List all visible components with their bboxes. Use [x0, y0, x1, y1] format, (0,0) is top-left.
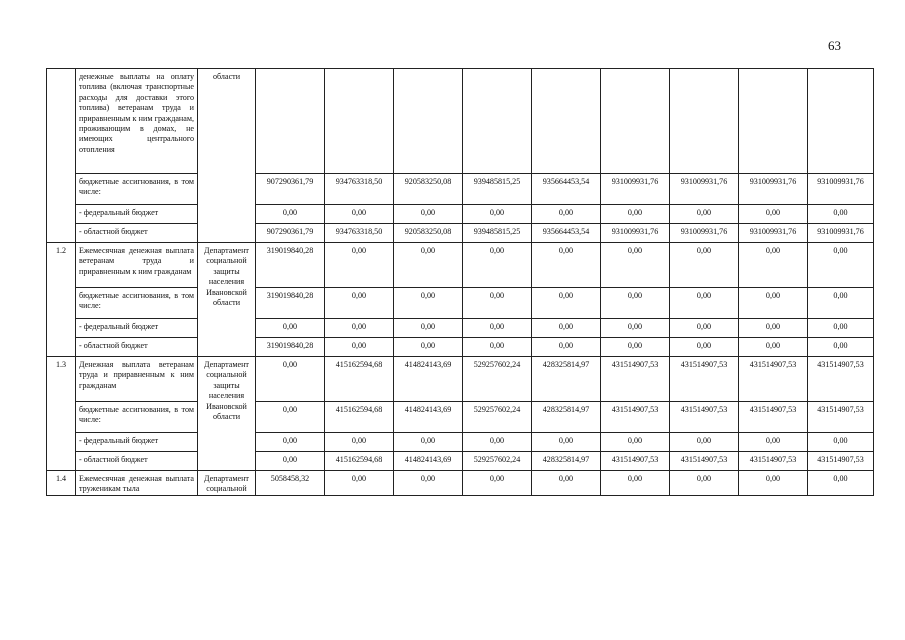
value-cell: 415162594,68 — [325, 357, 394, 402]
value-cell: 428325814,97 — [532, 357, 601, 402]
value-cell: 431514907,53 — [808, 452, 874, 471]
value-cell: 0,00 — [808, 205, 874, 224]
budget-line-label: - федеральный бюджет — [76, 433, 198, 452]
value-cell: 0,00 — [463, 338, 532, 357]
value-cell: 428325814,97 — [532, 402, 601, 433]
value-cell: 935664453,54 — [532, 174, 601, 205]
budget-table — [46, 68, 874, 496]
value-cell: 529257602,24 — [463, 452, 532, 471]
value-cell: 0,00 — [325, 338, 394, 357]
value-cell — [463, 69, 532, 174]
value-cell: 0,00 — [739, 319, 808, 338]
value-cell: 0,00 — [601, 243, 670, 288]
value-cell — [808, 69, 874, 174]
value-cell: 431514907,53 — [601, 402, 670, 433]
table-row — [47, 338, 874, 357]
table-row — [47, 471, 874, 496]
value-cell: 0,00 — [325, 319, 394, 338]
budget-line-label: - федеральный бюджет — [76, 319, 198, 338]
value-cell: 931009931,76 — [808, 224, 874, 243]
executor-cell: Департамент социальной защиты населения Ивановской области — [198, 357, 256, 471]
table-row — [47, 69, 874, 174]
value-cell — [532, 69, 601, 174]
value-cell: 0,00 — [256, 319, 325, 338]
page-number: 63 — [828, 38, 841, 53]
value-cell: 319019840,28 — [256, 338, 325, 357]
value-cell: 0,00 — [394, 319, 463, 338]
value-cell: 0,00 — [670, 338, 739, 357]
value-cell: 431514907,53 — [808, 402, 874, 433]
budget-line-label: бюджетные ассигнования, в том числе: — [76, 174, 198, 205]
value-cell: 931009931,76 — [808, 174, 874, 205]
value-cell: 0,00 — [808, 319, 874, 338]
value-cell: 414824143,69 — [394, 402, 463, 433]
budget-line-label: бюджетные ассигнования, в том числе: — [76, 288, 198, 319]
value-cell: 0,00 — [463, 205, 532, 224]
value-cell: 0,00 — [601, 338, 670, 357]
measure-name: Ежемесячная денежная выплата ветеранам труда и приравненным к ним гражданам — [76, 243, 198, 288]
value-cell: 0,00 — [739, 205, 808, 224]
value-cell: 414824143,69 — [394, 357, 463, 402]
value-cell: 0,00 — [532, 205, 601, 224]
value-cell: 934763318,50 — [325, 174, 394, 205]
value-cell: 0,00 — [394, 471, 463, 496]
value-cell: 0,00 — [463, 471, 532, 496]
table-row — [47, 205, 874, 224]
value-cell: 931009931,76 — [670, 174, 739, 205]
value-cell: 0,00 — [532, 471, 601, 496]
value-cell: 319019840,28 — [256, 243, 325, 288]
value-cell — [394, 69, 463, 174]
value-cell: 0,00 — [394, 288, 463, 319]
value-cell: 0,00 — [739, 288, 808, 319]
value-cell: 0,00 — [808, 288, 874, 319]
value-cell: 0,00 — [670, 319, 739, 338]
value-cell: 431514907,53 — [739, 452, 808, 471]
value-cell: 931009931,76 — [739, 224, 808, 243]
value-cell — [739, 69, 808, 174]
value-cell: 0,00 — [325, 471, 394, 496]
value-cell: 0,00 — [394, 433, 463, 452]
value-cell: 0,00 — [532, 319, 601, 338]
value-cell: 931009931,76 — [601, 224, 670, 243]
value-cell: 939485815,25 — [463, 174, 532, 205]
budget-line-label: бюджетные ассигнования, в том числе: — [76, 402, 198, 433]
value-cell: 920583250,08 — [394, 174, 463, 205]
measure-description: денежные выплаты на оплату топлива (включая транспортные расходы для доставки этого топлива) ветеранам труда и приравненным к ним гражданам, проживающим в домах, не имеющих центрального отопления — [76, 69, 198, 174]
value-cell: 0,00 — [256, 433, 325, 452]
value-cell: 0,00 — [601, 433, 670, 452]
value-cell: 0,00 — [325, 433, 394, 452]
value-cell: 0,00 — [739, 433, 808, 452]
value-cell: 431514907,53 — [601, 452, 670, 471]
value-cell: 0,00 — [670, 243, 739, 288]
executor-cell: Департамент социальной — [198, 471, 256, 496]
value-cell: 0,00 — [670, 471, 739, 496]
table-row — [47, 288, 874, 319]
value-cell: 0,00 — [256, 357, 325, 402]
table-row — [47, 174, 874, 205]
measure-name: Денежная выплата ветеранам труда и приравненным к ним гражданам — [76, 357, 198, 402]
value-cell: 0,00 — [532, 288, 601, 319]
table-row — [47, 243, 874, 288]
value-cell: 0,00 — [601, 471, 670, 496]
value-cell: 0,00 — [532, 433, 601, 452]
index-cell: 1.3 — [47, 357, 76, 471]
index-cell — [47, 69, 76, 243]
value-cell: 431514907,53 — [808, 357, 874, 402]
value-cell — [670, 69, 739, 174]
value-cell: 529257602,24 — [463, 402, 532, 433]
value-cell: 0,00 — [325, 205, 394, 224]
value-cell: 415162594,68 — [325, 402, 394, 433]
table-row — [47, 402, 874, 433]
value-cell: 431514907,53 — [670, 452, 739, 471]
index-cell: 1.2 — [47, 243, 76, 357]
value-cell: 431514907,53 — [739, 357, 808, 402]
executor-cell: Департамент социальной защиты населения Ивановской области — [198, 243, 256, 357]
value-cell: 0,00 — [532, 338, 601, 357]
value-cell: 0,00 — [532, 243, 601, 288]
budget-line-label: - федеральный бюджет — [76, 205, 198, 224]
value-cell: 5058458,32 — [256, 471, 325, 496]
value-cell — [601, 69, 670, 174]
value-cell: 431514907,53 — [601, 357, 670, 402]
value-cell: 0,00 — [463, 319, 532, 338]
value-cell: 0,00 — [325, 288, 394, 319]
table-row — [47, 357, 874, 402]
value-cell: 931009931,76 — [739, 174, 808, 205]
value-cell: 934763318,50 — [325, 224, 394, 243]
value-cell: 0,00 — [601, 288, 670, 319]
value-cell: 319019840,28 — [256, 288, 325, 319]
executor-cell: области — [198, 69, 256, 243]
budget-line-label: - областной бюджет — [76, 338, 198, 357]
value-cell: 0,00 — [394, 243, 463, 288]
value-cell: 0,00 — [601, 205, 670, 224]
value-cell: 0,00 — [256, 205, 325, 224]
value-cell: 0,00 — [256, 452, 325, 471]
value-cell: 0,00 — [670, 433, 739, 452]
value-cell: 0,00 — [325, 243, 394, 288]
value-cell: 0,00 — [808, 471, 874, 496]
value-cell: 0,00 — [808, 243, 874, 288]
value-cell: 0,00 — [601, 319, 670, 338]
value-cell: 431514907,53 — [670, 357, 739, 402]
value-cell: 935664453,54 — [532, 224, 601, 243]
value-cell: 0,00 — [739, 338, 808, 357]
table-row — [47, 452, 874, 471]
table-row — [47, 433, 874, 452]
value-cell: 907290361,79 — [256, 224, 325, 243]
value-cell: 431514907,53 — [739, 402, 808, 433]
value-cell: 0,00 — [256, 402, 325, 433]
value-cell: 0,00 — [463, 433, 532, 452]
value-cell: 0,00 — [739, 243, 808, 288]
value-cell: 0,00 — [670, 288, 739, 319]
value-cell: 931009931,76 — [670, 224, 739, 243]
value-cell: 0,00 — [394, 205, 463, 224]
value-cell: 907290361,79 — [256, 174, 325, 205]
value-cell: 0,00 — [808, 433, 874, 452]
value-cell: 431514907,53 — [670, 402, 739, 433]
value-cell — [325, 69, 394, 174]
value-cell: 415162594,68 — [325, 452, 394, 471]
value-cell: 0,00 — [739, 471, 808, 496]
value-cell: 428325814,97 — [532, 452, 601, 471]
value-cell: 939485815,25 — [463, 224, 532, 243]
value-cell: 0,00 — [463, 243, 532, 288]
table-row — [47, 319, 874, 338]
budget-line-label: - областной бюджет — [76, 452, 198, 471]
value-cell — [256, 69, 325, 174]
measure-name: Ежемесячная денежная выплата труженикам тыла — [76, 471, 198, 496]
value-cell: 920583250,08 — [394, 224, 463, 243]
index-cell: 1.4 — [47, 471, 76, 496]
value-cell: 0,00 — [394, 338, 463, 357]
value-cell: 414824143,69 — [394, 452, 463, 471]
value-cell: 0,00 — [808, 338, 874, 357]
value-cell: 529257602,24 — [463, 357, 532, 402]
value-cell: 931009931,76 — [601, 174, 670, 205]
budget-line-label: - областной бюджет — [76, 224, 198, 243]
table-row — [47, 224, 874, 243]
value-cell: 0,00 — [463, 288, 532, 319]
value-cell: 0,00 — [670, 205, 739, 224]
